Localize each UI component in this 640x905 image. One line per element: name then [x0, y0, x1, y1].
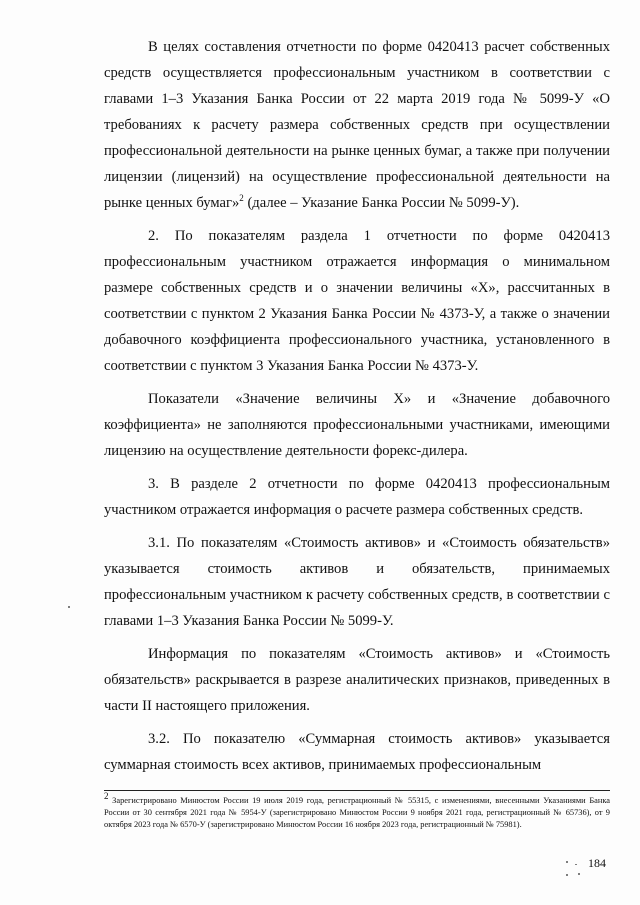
footnote-section — [104, 790, 610, 830]
page-number: 184 — [588, 856, 606, 870]
paragraph-2: 2. По показателям раздела 1 отчетности по форме 0420413 профессиональным участником отражается информация о минимальном размере собственных средств и о значении величины «Х», рассчитанных в соответствии с пунктом 2 Указания Банка России № 4373-У, а также о значении добавочного коэффициента профессионального участника, установленного в соответствии с пунктом 3 Указания Банка России № 4373-У. — [104, 228, 610, 374]
scan-speck — [68, 606, 70, 608]
body-text — [104, 34, 610, 778]
scan-speck — [578, 873, 580, 875]
paragraph-5: 3.1. По показателям «Стоимость активов» и «Стоимость обязательств» указывается стоимость активов и обязательств, принимаемых профессиональным участником к расчету собственных средств, в соответствии с главами 1–3 Указания Банка России № 5099-У. — [104, 535, 610, 629]
footnote-reference: 2 — [239, 193, 244, 204]
paragraph-3: Показатели «Значение величины Х» и «Значение добавочного коэффициента» не заполняются профессиональными участниками, имеющими лицензию на осуществление деятельности форекс-дилера. — [104, 391, 610, 459]
paragraph-7: 3.2. По показателю «Суммарная стоимость активов» указывается суммарная стоимость всех активов, принимаемых профессиональным — [104, 731, 610, 773]
scan-speck — [566, 874, 568, 876]
footnote-text: Зарегистрировано Минюстом России 19 июля 2019 года, регистрационный № 55315, с изменениями, внесенными Указаниями Банка России от 30 сентября 2021 года № 5954-У (зарегистрировано Минюстом России 9 ноября 2021 года, регистрационный № 65736), от 9 октября 2023 года № 6570-У (зарегистрировано Минюстом России 16 ноября 2023 года, регистрационный № 75981). — [104, 796, 610, 829]
paragraph-1-text: В целях составления отчетности по форме 0420413 расчет собственных средств осуществляется профессиональным участником в соответствии с главами 1–3 Указания Банка России от 22 марта 2019 года № 5099-У «О требованиях к расчету размера собственных средств при осуществлении профессиональной деятельности на рынке ценных бумаг, а также при получении лицензии (лицензий) на осуществление профессиональной деятельности на рынке ценных бумаг» — [104, 39, 610, 211]
paragraph-4: 3. В разделе 2 отчетности по форме 0420413 профессиональным участником отражается информация о расчете размера собственных средств. — [104, 476, 610, 518]
scan-speck — [566, 861, 568, 863]
paragraph-1 — [104, 34, 610, 216]
footnote-mark: 2 — [104, 791, 109, 802]
footnote — [104, 791, 610, 830]
scan-speck — [575, 864, 577, 865]
paragraph-6: Информация по показателям «Стоимость активов» и «Стоимость обязательств» раскрывается в разрезе аналитических признаков, приведенных в части II настоящего приложения. — [104, 646, 610, 714]
paragraph-1-tail: (далее – Указание Банка России № 5099-У). — [243, 195, 520, 211]
